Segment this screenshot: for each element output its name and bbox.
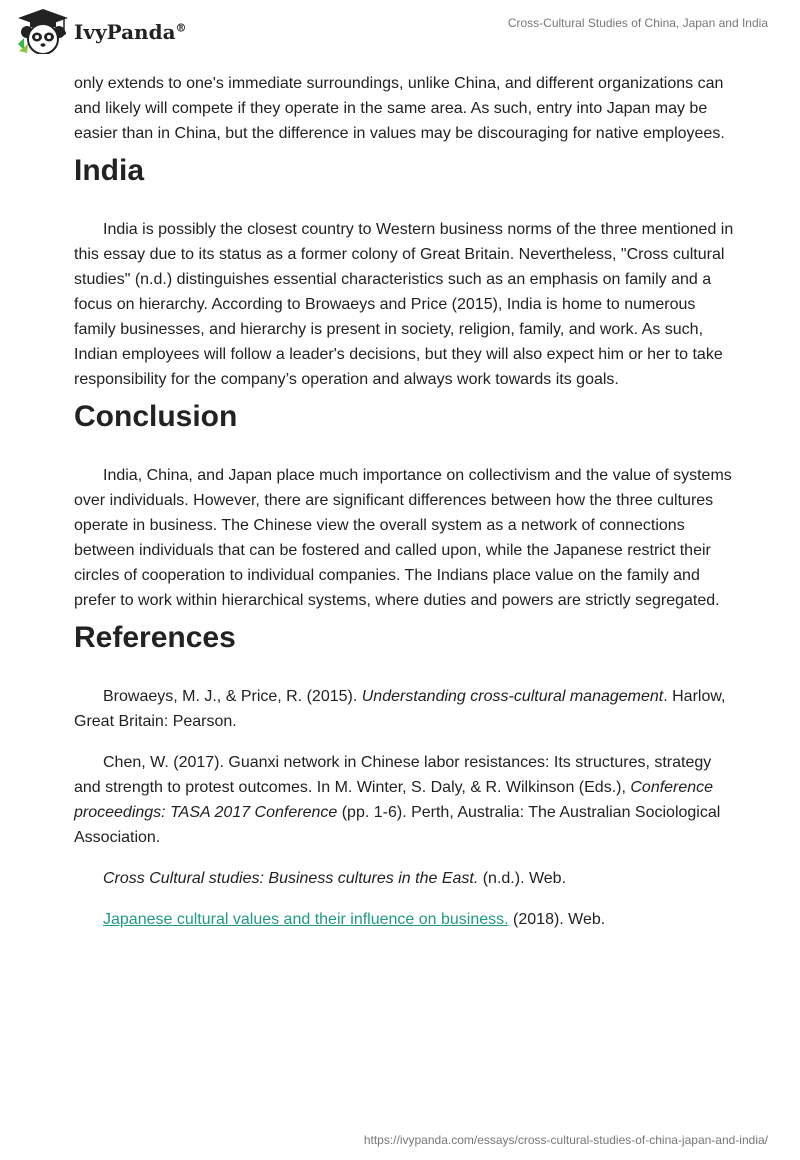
conclusion-section-header [74, 392, 734, 442]
reference-item: Browaeys, M. J., & Price, R. (2015). Understanding cross-cultural management. Harlow, Great Britain: Pearson. [74, 688, 726, 730]
intro-paragraph: only extends to one's immediate surroundings, unlike China, and different organizations can and likely will compete if they operate in the same area. As such, entry into Japan may be easier than in China, but the difference in values may be discouraging for native employees. [74, 75, 725, 142]
spacer [74, 663, 734, 684]
page-url: https://ivypanda.com/essays/cross-cultural-studies-of-china-japan-and-india/ [363, 1133, 768, 1147]
india-section-header [74, 146, 734, 196]
reference-item: Chen, W. (2017). Guanxi network in Chinese labor resistances: Its structures, strategy and strength to protest outcomes. In M. Winter, S. Daly, & R. Wilkinson (Eds.), Conference proceedings: TASA 2017 Conference (pp. 1-6). Perth, Australia: The Australian Sociological Association. [74, 754, 721, 846]
ivypanda-logo[interactable] [14, 6, 187, 54]
reference-title: Understanding cross-cultural management [361, 688, 664, 705]
reference-title: Cross Cultural studies: Business cultures in the East. [103, 870, 479, 887]
reference-title: Conference proceedings: TASA 2017 Conference [74, 779, 714, 821]
conclusion-paragraph: India, China, and Japan place much importance on collectivism and the value of systems over individuals. However, there are significant differences between how the three cultures operate in business. The Chinese view the overall system as a network of connections between individuals that can be fostered and called upon, while the Japanese restrict their circles of cooperation to individual companies. The Indians place value on the family and prefer to work within hierarchical systems, where duties and powers are strictly segregated. [74, 467, 732, 609]
spacer [74, 442, 734, 463]
reference-link[interactable]: Japanese cultural values and their influence on business. [103, 911, 509, 928]
spacer [74, 891, 734, 907]
reference-item: Cross Cultural studies: Business cultures in the East. (n.d.). Web. [103, 870, 567, 887]
logo-wordmark: IvyPanda® [74, 20, 187, 44]
header-document-title: Cross-Cultural Studies of China, Japan and India [507, 16, 768, 30]
references-heading: References [74, 621, 236, 654]
india-heading: India [74, 154, 145, 187]
references-section-header [74, 613, 734, 663]
panda-graduate-icon [14, 6, 72, 54]
essay-content [74, 71, 734, 932]
reference-item: Japanese cultural values and their influence on business. (2018). Web. [103, 911, 606, 928]
conclusion-heading: Conclusion [74, 400, 238, 433]
india-paragraph: India is possibly the closest country to Western business norms of the three mentioned in this essay due to its status as a former colony of Great Britain. Nevertheless, "Cross cultural studies" (n.d.) distinguishes essential characteristics such as an emphasis on family and a focus on hierarchy. According to Browaeys and Price (2015), India is home to numerous family businesses, and hierarchy is present in society, religion, family, and work. As such, Indian employees will follow a leader's decisions, but they will also expect him or her to take responsibility for the company’s operation and always work towards its goals. [74, 221, 734, 388]
page-header [0, 0, 800, 70]
spacer [74, 196, 734, 217]
spacer [74, 734, 734, 750]
spacer [74, 850, 734, 866]
